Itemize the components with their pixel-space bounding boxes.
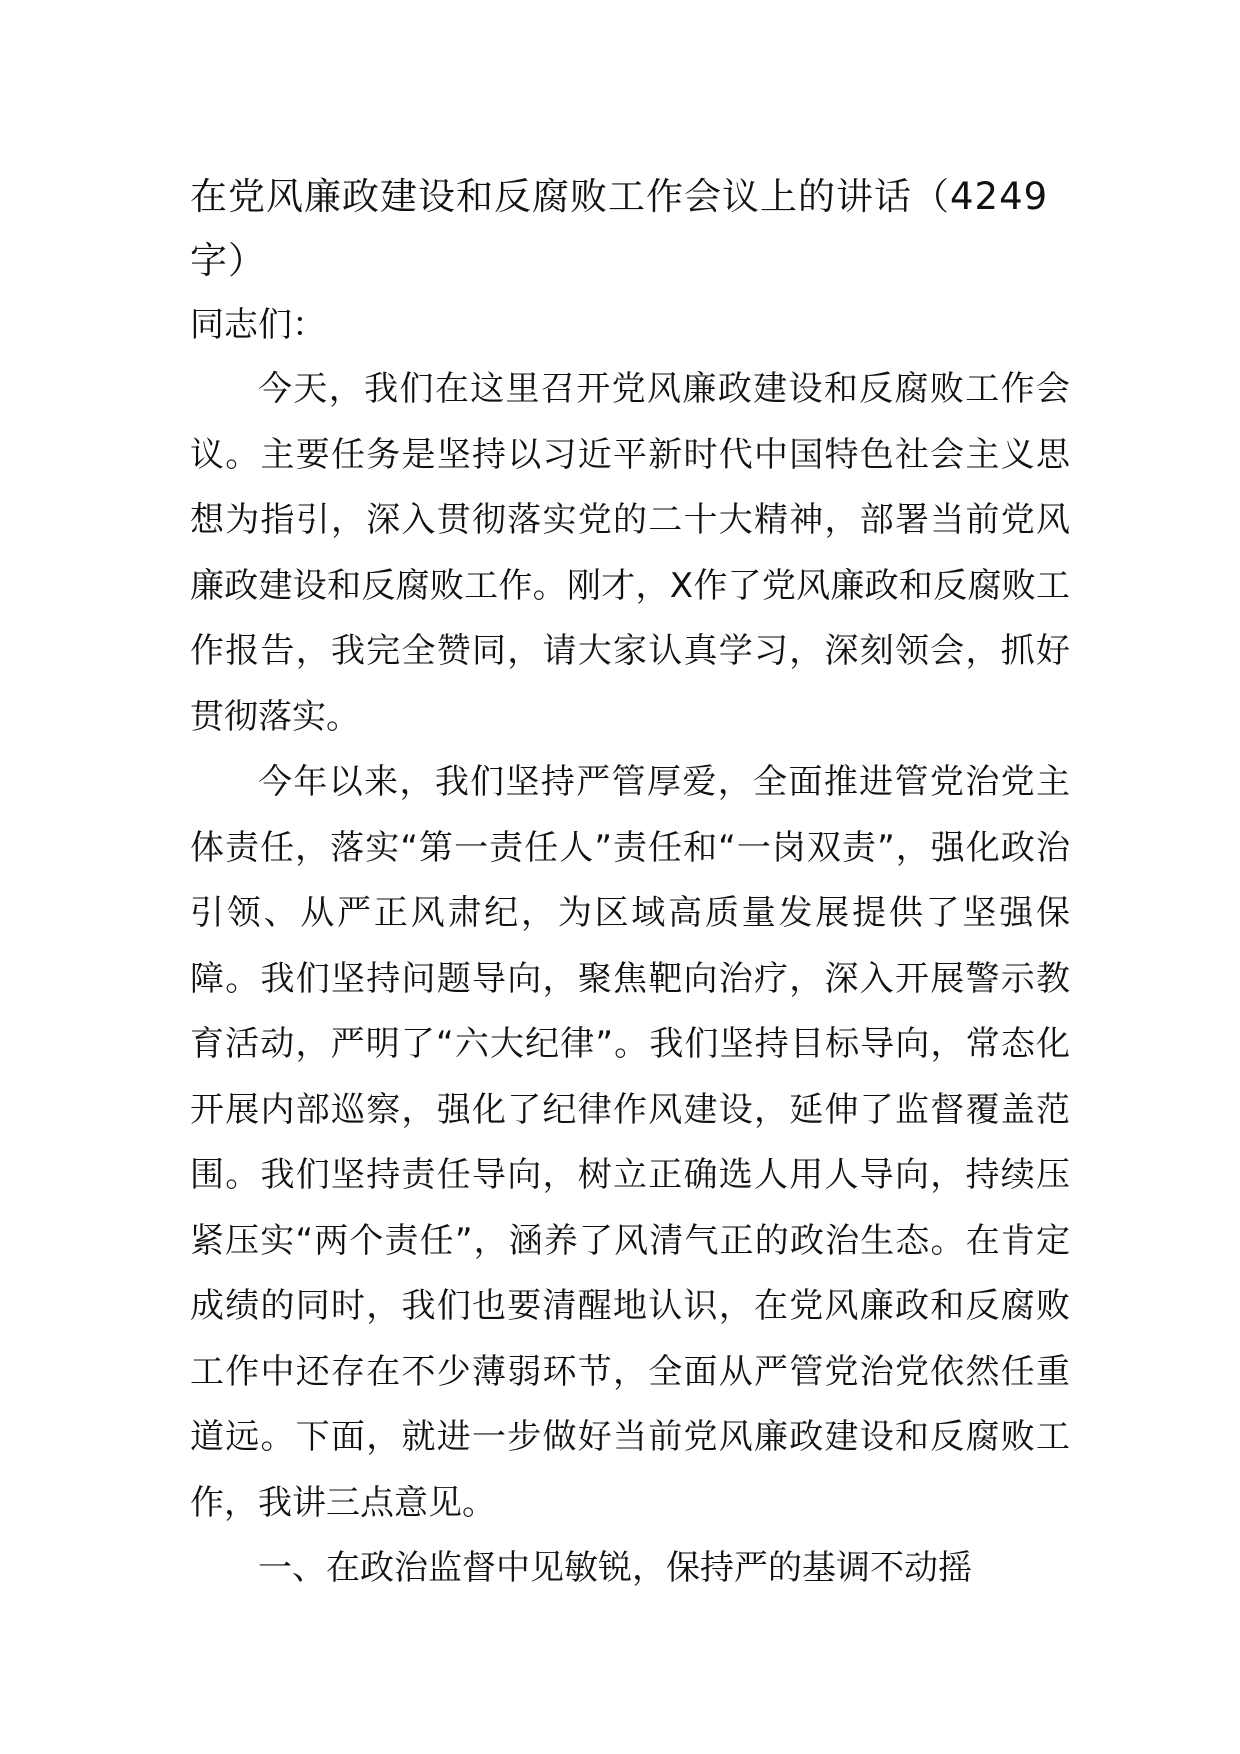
document-title: 在党风廉政建设和反腐败工作会议上的讲话（4249字）	[190, 175, 1049, 282]
paragraph-achievements: 今年以来，我们坚持严管厚爱，全面推进管党治党主体责任，落实“第一责任人”责任和“一岗双责”，强化政治引领、从严正风肃纪，为区域高质量发展提供了坚强保障。我们坚持问题导向，聚焦靶向治疗，深入开展警示教育活动，严明了“六大纪律”。我们坚持目标导向，常态化开展内部巡察，强化了纪律作风建设，延伸了监督覆盖范围。我们坚持责任导向，树立正确选人用人导向，持续压紧压实“两个责任”，涵养了风清气正的政治生态。在肯定成绩的同时，我们也要清醒地认识，在党风廉政和反腐败工作中还存在不少薄弱环节，全面从严管党治党依然任重道远。下面，就进一步做好当前党风廉政建设和反腐败工作，我讲三点意见。	[190, 762, 1070, 1523]
paragraph-opening: 今天，我们在这里召开党风廉政建设和反腐败工作会议。主要任务是坚持以习近平新时代中国特色社会主义思想为指引，深入贯彻落实党的二十大精神，部署当前党风廉政建设和反腐败工作。刚才，X作了党风廉政和反腐败工作报告，我完全赞同，请大家认真学习，深刻领会，抓好贯彻落实。	[190, 369, 1070, 737]
salutation: 同志们：	[190, 305, 326, 345]
document-body	[190, 165, 1070, 1602]
section-heading-1: 一、在政治监督中见敏锐，保持严的基调不动摇	[258, 1548, 972, 1588]
